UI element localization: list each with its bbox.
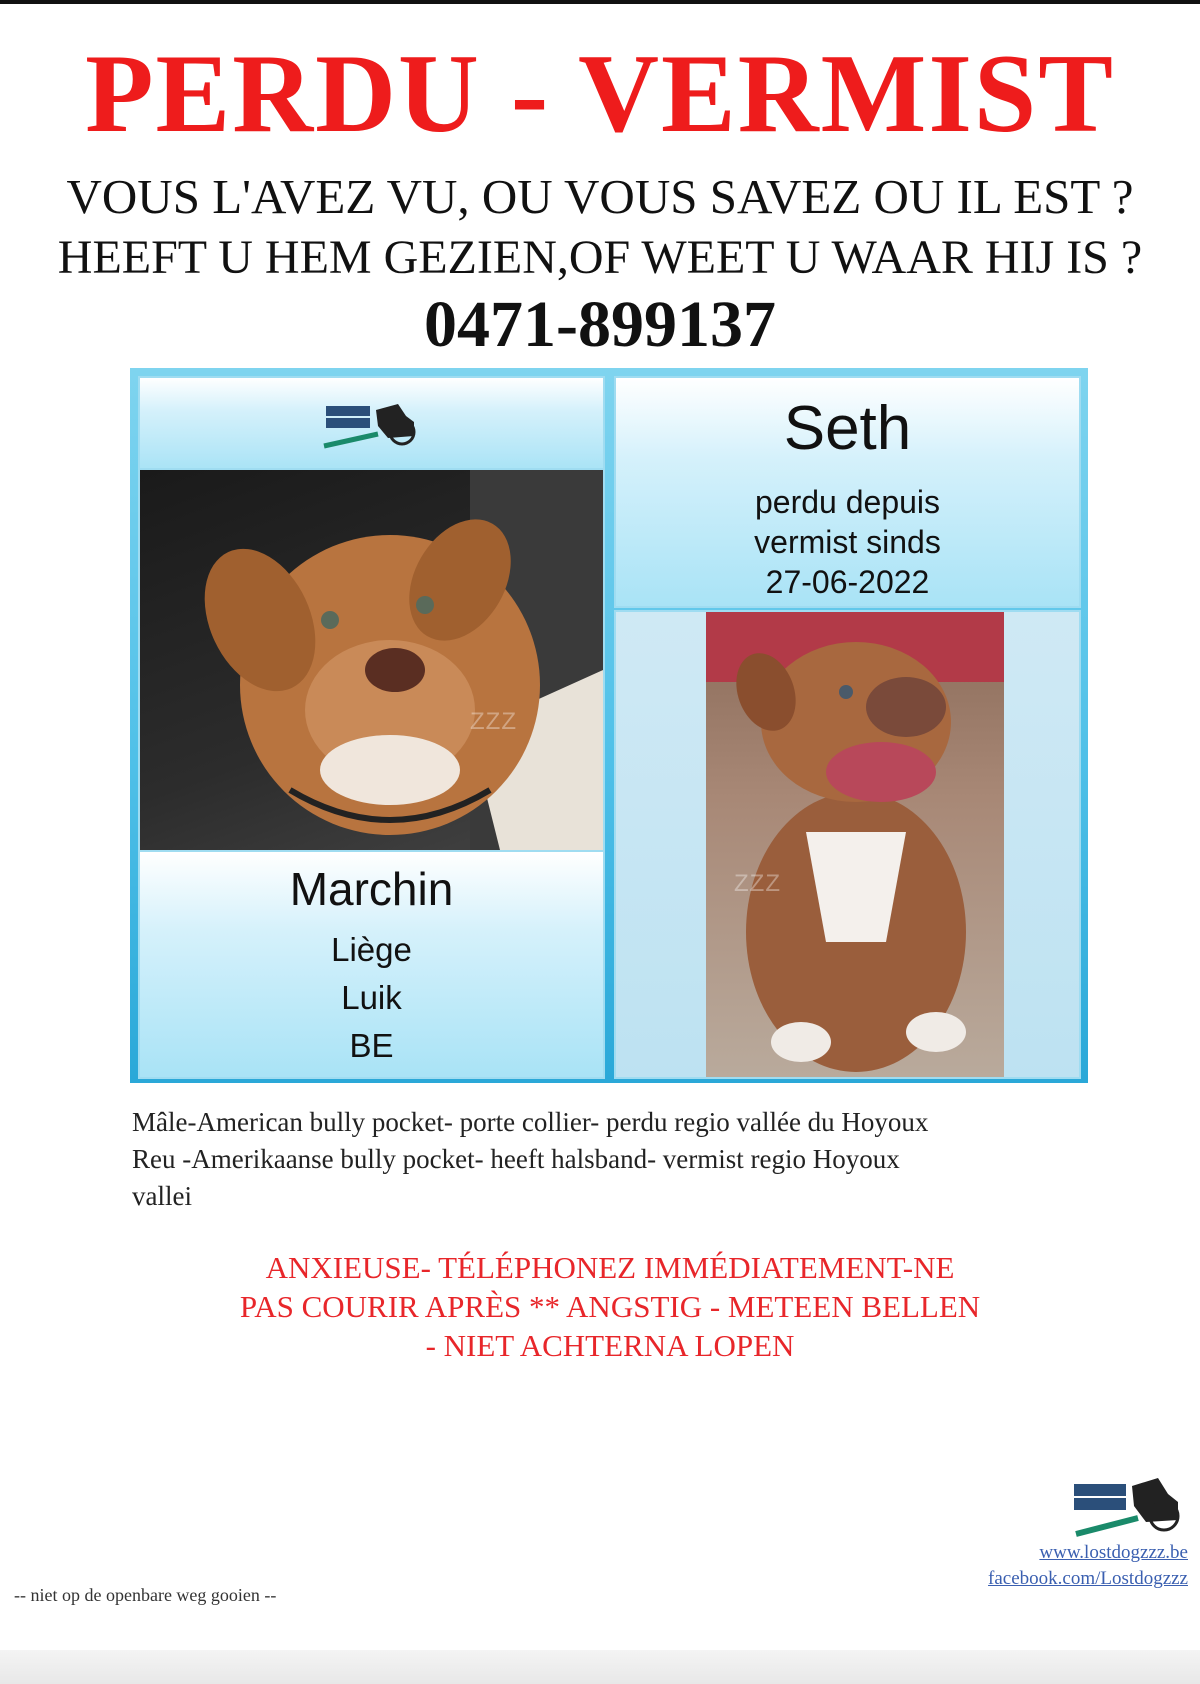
location-province-french: Liège — [331, 931, 412, 968]
footer-links — [988, 1540, 1188, 1592]
dog-photo-closeup — [138, 468, 605, 852]
lostdogzzz-footer-logo-icon — [1072, 1472, 1192, 1544]
description-line: Reu -Amerikaanse bully pocket- heeft halsband- vermist regio Hoyoux — [132, 1144, 900, 1174]
dog-description — [132, 1104, 1092, 1215]
description-line: Mâle-American bully pocket- porte collier- perdu regio vallée du Hoyoux — [132, 1107, 929, 1137]
lost-date: 27-06-2022 — [765, 564, 930, 600]
contact-phone[interactable]: 0471-899137 — [424, 288, 776, 361]
top-border-line — [0, 0, 1200, 4]
headline: PERDU - VERMIST — [85, 32, 1115, 156]
dog-body-image — [706, 612, 1004, 1077]
dog-name-card — [614, 376, 1081, 608]
lost-dog-poster — [130, 368, 1088, 1083]
description-line: vallei — [132, 1181, 192, 1211]
lostdogzzz-logo-icon — [318, 396, 428, 456]
question-dutch: HEEFT U HEM GEZIEN,OF WEET U WAAR HIJ IS ? — [57, 231, 1143, 284]
dog-photo-full — [614, 610, 1081, 1079]
bottom-bar — [0, 1650, 1200, 1684]
logo-card — [138, 376, 605, 472]
question-french: VOUS L'AVEZ VU, OU VOUS SAVEZ OU IL EST ? — [66, 169, 1134, 224]
footer-note: -- niet op de openbare weg gooien -- — [14, 1585, 277, 1605]
location-country: BE — [349, 1027, 394, 1064]
photo-watermark: ZZZ — [470, 708, 517, 735]
location-province-dutch: Luik — [341, 979, 402, 1016]
website-link[interactable]: www.lostdogzzz.be — [1039, 1542, 1188, 1563]
location-city: Marchin — [289, 863, 454, 915]
location-card — [138, 850, 605, 1079]
warning-line: PAS COURIR APRÈS ** ANGSTIG - METEEN BELLEN — [239, 1289, 981, 1324]
warning-line: - NIET ACHTERNA LOPEN — [425, 1328, 795, 1363]
facebook-link[interactable]: facebook.com/Lostdogzzz — [988, 1568, 1188, 1589]
lost-since-french: perdu depuis — [754, 484, 941, 520]
warning-message — [170, 1248, 1050, 1365]
photo-watermark: ZZZ — [734, 870, 781, 897]
dog-name: Seth — [783, 394, 912, 463]
lost-since-dutch: vermist sinds — [754, 524, 941, 560]
warning-line: ANXIEUSE- TÉLÉPHONEZ IMMÉDIATEMENT-NE — [265, 1250, 955, 1285]
dog-head-image — [140, 470, 603, 850]
